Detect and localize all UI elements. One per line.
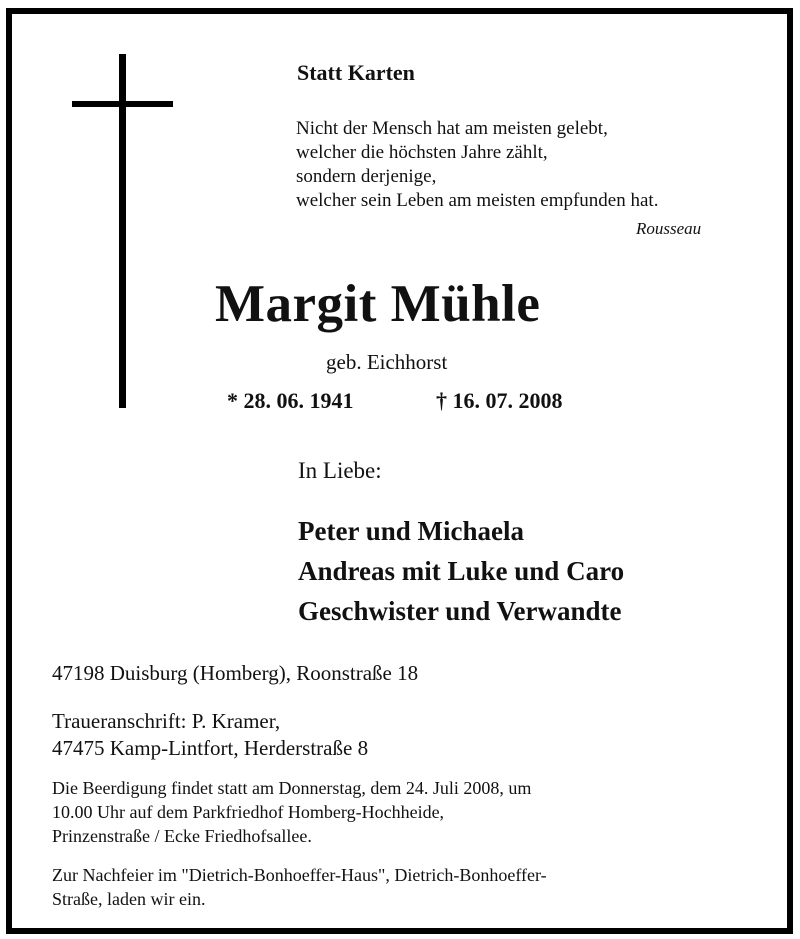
mourner-item: Geschwister und Verwandte: [298, 596, 622, 626]
funeral-line: Die Beerdigung findet statt am Donnerstag, dem 24. Juli 2008, um: [52, 778, 532, 798]
mourner-item: Andreas mit Luke und Caro: [298, 556, 625, 586]
quote-line: welcher sein Leben am meisten empfunden hat.: [296, 190, 659, 211]
reception-info: [52, 863, 547, 911]
intro-text: In Liebe:: [298, 458, 382, 483]
reception-line: Straße, laden wir ein.: [52, 889, 206, 909]
heading: Statt Karten: [297, 60, 415, 85]
mourners-list: [298, 511, 624, 631]
quote-author: Rousseau: [636, 219, 702, 238]
funeral-line: 10.00 Uhr auf dem Parkfriedhof Homberg-Hochheide,: [52, 802, 445, 822]
funeral-line: Prinzenstraße / Ecke Friedhofsallee.: [52, 826, 312, 846]
cross-vertical-bar: [119, 54, 126, 408]
deceased-name: Margit Mühle: [215, 275, 541, 333]
quote-line: Nicht der Mensch hat am meisten gelebt,: [296, 118, 608, 139]
reception-line: Zur Nachfeier im "Dietrich-Bonhoeffer-Haus", Dietrich-Bonhoeffer-: [52, 865, 547, 885]
mourner-item: Peter und Michaela: [298, 516, 524, 546]
quote: [296, 117, 658, 213]
death-date: † 16. 07. 2008: [436, 388, 563, 413]
quote-line: welcher die höchsten Jahre zählt,: [296, 142, 548, 163]
maiden-name: geb. Eichhorst: [326, 350, 448, 374]
quote-line: sondern derjenige,: [296, 166, 437, 187]
cross-horizontal-bar: [72, 101, 173, 107]
mourning-address-line: Traueranschrift: P. Kramer,: [52, 709, 281, 733]
residence-address: 47198 Duisburg (Homberg), Roonstraße 18: [52, 661, 419, 685]
funeral-info: [52, 776, 531, 848]
mourning-address-line: 47475 Kamp-Lintfort, Herderstraße 8: [52, 736, 369, 760]
birth-date: * 28. 06. 1941: [227, 388, 354, 413]
mourning-address: [52, 708, 368, 762]
obituary-frame: [6, 8, 793, 934]
